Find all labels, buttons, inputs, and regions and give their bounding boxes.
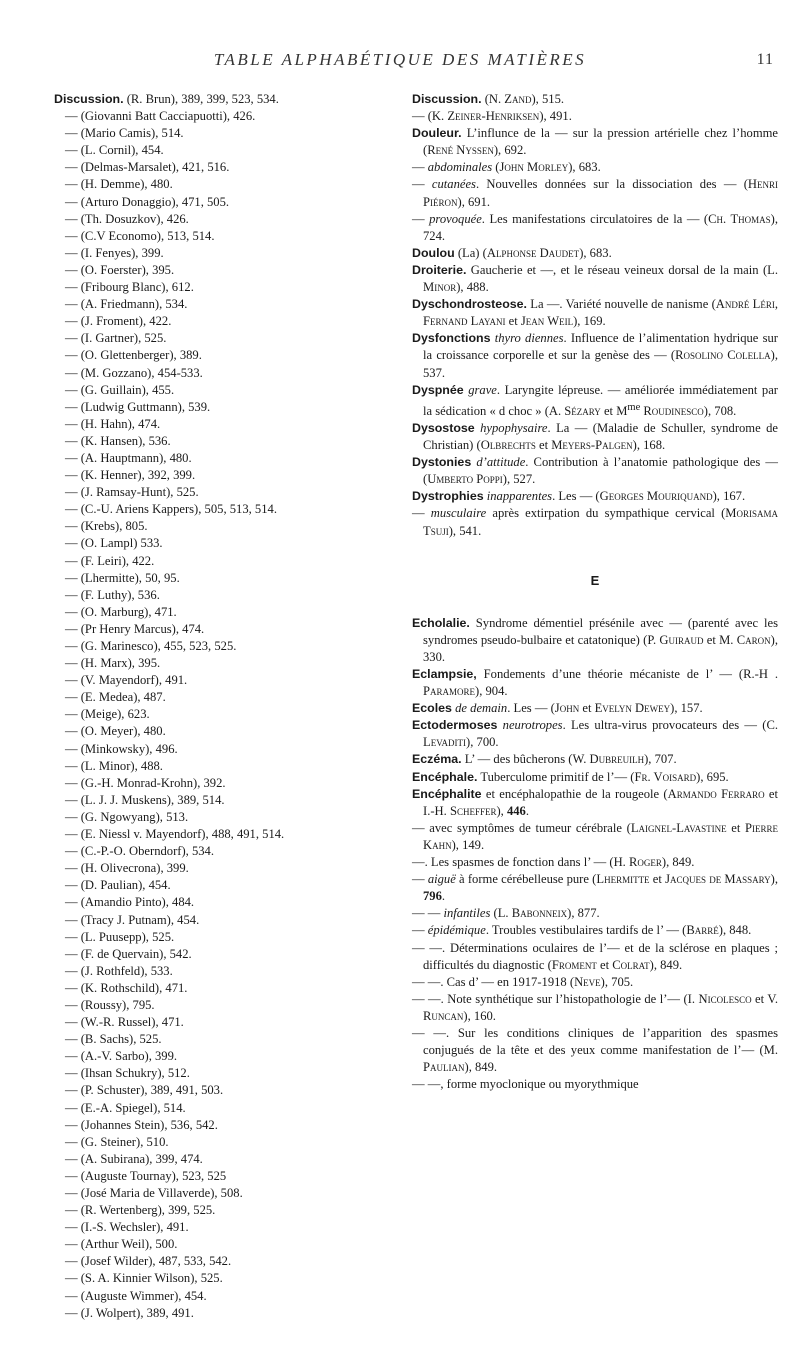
sub-entry: — (Auguste Tournay), 523, 525 [65, 1168, 227, 1183]
sub-entry: — (O. Foerster), 395. [65, 262, 175, 277]
sub-entry: — (Arturo Donaggio), 471, 505. [65, 194, 230, 209]
index-entry: Echolalie. Syndrome démentiel présénile avec — (parenté avec les syndromes pseudo-bulbaire et catatonique) (P. Guiraud et M. Caron), 330. [412, 615, 778, 664]
section-letter-e: E [590, 572, 600, 588]
sub-entry: — (A.-V. Sarbo), 399. [65, 1049, 178, 1064]
index-entry: — —. Déterminations oculaires de l’— et de la sclérose en plaques ; difficultés du diagnostic (Froment et Colrat), 849. [412, 940, 778, 972]
sub-entry: — (G. Ngowyang), 513. [65, 809, 189, 824]
sub-entry: — (A. Friedmann), 534. [65, 297, 188, 312]
sub-entry: — (B. Sachs), 525. [65, 1032, 162, 1047]
index-entry: — —, forme myoclonique ou myorythmique [412, 1077, 639, 1092]
index-entry: — —. Sur les conditions cliniques de l’apparition des spasmes conjugués de la tête et des yeux comme manifestation de l’— (M. Paulian), 849. [412, 1025, 778, 1075]
index-entry: Dystrophies inapparentes. Les — (Georges Mouriquand), 167. [412, 489, 746, 504]
sub-entry: — (H. Demme), 480. [65, 177, 173, 192]
sub-entry: — (E. Medea), 487. [65, 690, 166, 705]
index-entry: — provoquée. Les manifestations circulatoires de la — (Ch. Thomas), 724. [412, 211, 778, 243]
sub-entry: — (I.-S. Wechsler), 491. [65, 1220, 189, 1235]
sub-entry: — (C.-P.-O. Oberndorf), 534. [65, 844, 215, 859]
index-entry-discussion [54, 91, 389, 108]
running-title: TABLE ALPHABÉTIQUE DES MATIÈRES [213, 50, 587, 69]
index-entry: Douleur. L’influnce de la — sur la pression artérielle chez l’homme (René Nyssen), 692. [412, 126, 778, 158]
sub-entry: — (G. Guillain), 455. [65, 382, 175, 397]
sub-entry: — (J. Froment), 422. [65, 314, 172, 329]
index-entry: — cutanées. Nouvelles données sur la dissociation des — (Henri Piéron), 691. [412, 177, 779, 209]
running-head [0, 50, 800, 74]
sub-entry: — (O. Meyer), 480. [65, 724, 166, 739]
page-number: 11 [756, 51, 774, 68]
sub-entry: — (H. Hahn), 474. [65, 416, 161, 431]
sub-entry: — (E.-A. Spiegel), 514. [65, 1100, 186, 1115]
index-entry: Eczéma. L’ — des bûcherons (W. Dubreuilh), 707. [412, 752, 677, 767]
index-entry: — épidémique. Troubles vestibulaires tardifs de l’ — (Barré), 848. [412, 923, 752, 938]
index-entry: Eclampsie, Fondements d’une théorie mécaniste de l’ — (R.-H . Paramore), 904. [412, 667, 778, 699]
sub-entry: — (Delmas-Marsalet), 421, 516. [65, 160, 230, 175]
index-entry: — (K. Zeiner-Henriksen), 491. [412, 109, 572, 124]
sub-entry: — (F. Leiri), 422. [65, 553, 155, 568]
sub-entry: — (J. Wolpert), 389, 491. [65, 1305, 194, 1320]
sub-entry: — (F. de Quervain), 542. [65, 946, 192, 961]
index-entry: Dyschondrosteose. La —. Variété nouvelle de nanisme (André Léri, Fernand Layani et Jean Weil), 169. [412, 297, 778, 329]
sub-entry: — (Lhermitte), 50, 95. [65, 570, 180, 585]
sub-entry: — (Amandio Pinto), 484. [65, 895, 195, 910]
sub-entry: — (L. Puusepp), 525. [65, 929, 175, 944]
index-entry: Doulou (La) (Alphonse Daudet), 683. [412, 245, 612, 260]
index-entry: — aiguë à forme cérébelleuse pure (Lhermitte et Jacques de Massary), 796. [412, 872, 778, 904]
sub-entry: — (G. Marinesco), 455, 523, 525. [65, 639, 237, 653]
index-entry: — abdominales (John Morley), 683. [412, 160, 601, 175]
sub-entry: — (I. Gartner), 525. [65, 331, 167, 346]
entry-list-d [412, 91, 778, 540]
sub-entry: — (R. Wertenberg), 399, 525. [65, 1203, 216, 1218]
sub-entry: — (K. Hansen), 536. [65, 433, 171, 448]
sub-entry: — (Ludwig Guttmann), 539. [65, 399, 211, 414]
sub-entry: — (H. Olivecrona), 399. [65, 861, 189, 876]
sub-entry: — (W.-R. Russel), 471. [65, 1015, 184, 1030]
sub-entry: — (E. Niessl v. Mayendorf), 488, 491, 514. [65, 827, 285, 842]
sub-entry: — (F. Luthy), 536. [65, 587, 160, 602]
index-entry: Dysfonctions thyro diennes. Influence de l’alimentation hydrique sur la croissance corporelle et sur la genèse des — (Rosolino Colella), 537. [412, 331, 779, 380]
sub-entry: — (Johannes Stein), 536, 542. [65, 1117, 218, 1132]
sub-entry: — (Auguste Wimmer), 454. [65, 1288, 207, 1303]
sub-entry: — (Arthur Weil), 500. [65, 1237, 178, 1252]
sub-entry: — (José Maria de Villaverde), 508. [65, 1186, 243, 1200]
sub-entry: — (O. Lampl) 533. [65, 536, 163, 551]
index-entry: — musculaire après extirpation du sympathique cervical (Morisama Tsuji), 541. [412, 506, 778, 538]
sub-entry: — (Minkowsky), 496. [65, 741, 178, 756]
sub-entry: — (Th. Dosuzkov), 426. [65, 211, 189, 226]
index-entry: Ectodermoses neurotropes. Les ultra-virus provocateurs des — (C. Levaditi), 700. [412, 718, 778, 750]
index-entry: — —. Note synthétique sur l’histopathologie de l’— (I. Nicolesco et V. Runcan), 160. [412, 991, 778, 1023]
index-entry: — avec symptômes de tumeur cérébrale (Laignel-Lavastine et Pierre Kahn), 149. [412, 820, 779, 852]
sub-entry: — (C.-U. Ariens Kappers), 505, 513, 514. [65, 502, 277, 517]
sub-entry: — (Fribourg Blanc), 612. [65, 280, 194, 295]
sub-entry: — (Pr Henry Marcus), 474. [65, 621, 205, 636]
sub-entry: — (O. Marburg), 471. [65, 604, 177, 619]
index-entry: Dystonies d’attitude. Contribution à l’anatomie pathologique des — (Umberto Poppi), 527. [412, 455, 778, 487]
entry-headword: Discussion. [54, 92, 124, 106]
index-entry: Discussion. (N. Zand), 515. [412, 92, 565, 106]
sub-entry: — (V. Mayendorf), 491. [65, 673, 188, 688]
sub-entry: — (K. Henner), 392, 399. [65, 468, 196, 483]
index-entry: — — infantiles (L. Babonneix), 877. [412, 906, 600, 921]
entry-list-e [412, 615, 778, 1094]
sub-entry: — (O. Glettenberger), 389. [65, 348, 202, 363]
sub-entry: — (M. Gozzano), 454-533. [65, 365, 203, 380]
index-entry: — —. Cas d’ — en 1917-1918 (Neve), 705. [412, 974, 634, 989]
sub-entry: — (Ihsan Schukry), 512. [65, 1066, 190, 1081]
sub-entry: — (K. Rothschild), 471. [65, 980, 188, 995]
sub-entry: — (A. Subirana), 399, 474. [65, 1151, 203, 1166]
index-entry: Dysostose hypophysaire. La — (Maladie de Schuller, syndrome de Christian) (Olbrechts et Meyers-Palgen), 168. [412, 420, 779, 453]
sub-entry: — (L. Cornil), 454. [65, 143, 164, 158]
sub-entry: — (P. Schuster), 389, 491, 503. [65, 1083, 224, 1098]
index-entry: Encéphalite et encéphalopathie de la rougeole (Armando Ferraro et I.-H. Scheffer), 446. [412, 786, 778, 818]
sub-entry: — (D. Paulian), 454. [65, 878, 171, 893]
sub-entry: — (Josef Wilder), 487, 533, 542. [65, 1254, 232, 1269]
sub-entry: — (S. A. Kinnier Wilson), 525. [65, 1271, 223, 1286]
index-entry: Droiterie. Gaucherie et —, et le réseau veineux dorsal de la main (L. Minor), 488. [412, 262, 778, 295]
sub-entry: — (L. J. J. Muskens), 389, 514. [65, 792, 225, 807]
sub-entry: — (J. Ramsay-Hunt), 525. [65, 485, 199, 500]
sub-entry: — (Giovanni Batt Cacciapuotti), 426. [65, 109, 256, 124]
sub-entry: — (Mario Camis), 514. [65, 126, 184, 141]
sub-entry: — (L. Minor), 488. [65, 758, 163, 773]
index-entry: Encéphale. Tuberculome primitif de l’— (Fr. Voisard), 695. [412, 769, 729, 784]
sub-entry: — (C.V Economo), 513, 514. [65, 228, 215, 243]
sub-entry: — (Roussy), 795. [65, 997, 155, 1012]
sub-entry: — (Krebs), 805. [65, 519, 148, 534]
sub-entry: — (Meige), 623. [65, 707, 150, 722]
sub-entry: — (A. Hauptmann), 480. [65, 450, 192, 465]
right-column [412, 91, 778, 1093]
sub-entry: — (H. Marx), 395. [65, 656, 161, 671]
index-entry: Dyspnée grave. Laryngite lépreuse. — améliorée immédiatement par la sédication « d choc » (A. Sézary et $M^{me}$ Roudinesco), 708. [412, 382, 778, 418]
sub-entry: — (J. Rothfeld), 533. [65, 963, 173, 978]
index-entry: Ecoles de demain. Les — (John et Evelyn Dewey), 157. [412, 701, 703, 716]
sub-entry: — (Tracy J. Putnam), 454. [65, 912, 200, 927]
sub-entry: — (G. Steiner), 510. [65, 1134, 169, 1149]
sub-entry: — (G.-H. Monrad-Krohn), 392. [65, 775, 226, 790]
index-entry: —. Les spasmes de fonction dans l’ — (H. Roger), 849. [412, 855, 695, 870]
sub-entry-list [54, 108, 389, 1322]
sub-entry: — (I. Fenyes), 399. [65, 245, 164, 260]
left-column [54, 91, 389, 1322]
entry-text: (R. Brun), 389, 399, 523, 534. [126, 92, 279, 106]
